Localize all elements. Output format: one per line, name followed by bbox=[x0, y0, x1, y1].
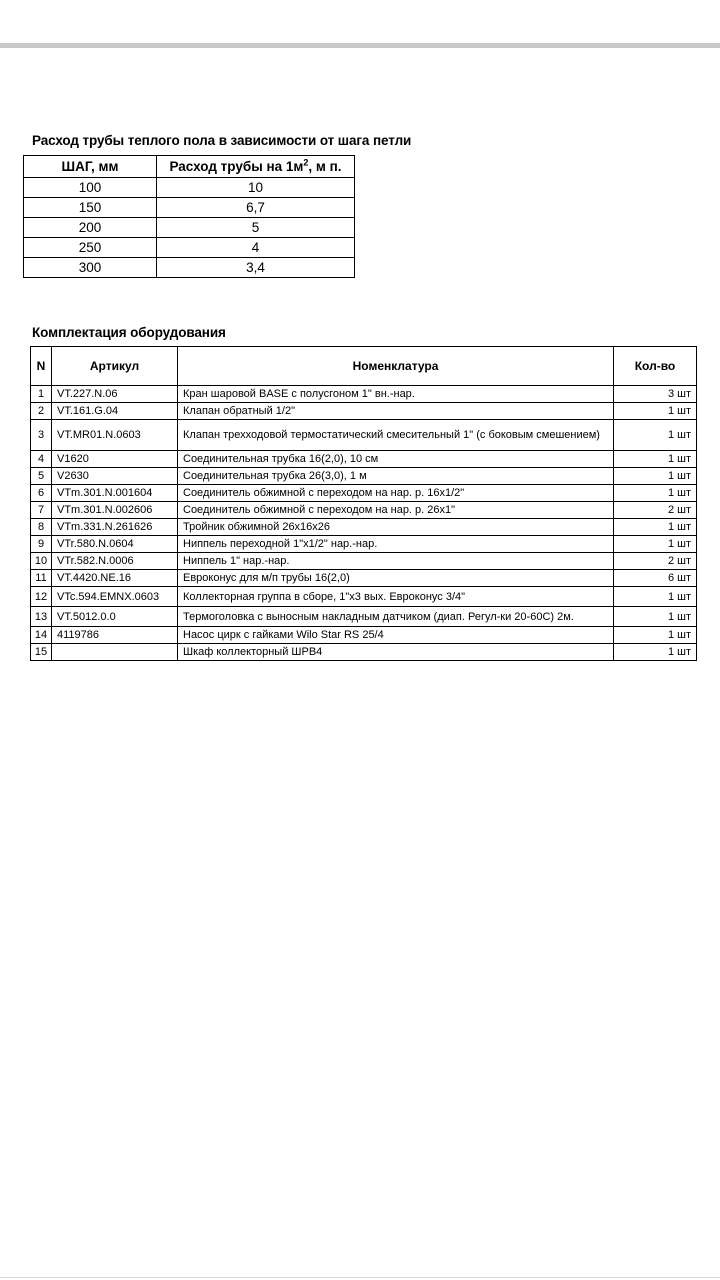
row-name: Коллекторная группа в сборе, 1"x3 вых. Евроконус 3/4" bbox=[178, 587, 614, 607]
step-cell: 100 bbox=[24, 178, 157, 198]
row-article: VTm.331.N.261626 bbox=[52, 519, 178, 536]
row-article: VT.227.N.06 bbox=[52, 386, 178, 403]
row-qty: 1 шт bbox=[614, 627, 697, 644]
row-article: VT.4420.NE.16 bbox=[52, 570, 178, 587]
table-row bbox=[24, 178, 355, 198]
table-row bbox=[31, 607, 697, 627]
table-row bbox=[31, 627, 697, 644]
table-row bbox=[31, 536, 697, 553]
row-number: 12 bbox=[31, 587, 52, 607]
row-qty: 6 шт bbox=[614, 570, 697, 587]
equipment-title: Комплектация оборудования bbox=[32, 325, 226, 340]
row-number: 2 bbox=[31, 403, 52, 420]
step-cell: 150 bbox=[24, 198, 157, 218]
step-cell: 200 bbox=[24, 218, 157, 238]
header-flow-sup: 2 bbox=[303, 157, 309, 168]
header-article: Артикул bbox=[52, 347, 178, 386]
pipe-table-title: Расход трубы теплого пола в зависимости от шага петли bbox=[32, 133, 412, 148]
row-qty: 1 шт bbox=[614, 403, 697, 420]
row-name: Ниппель 1" нар.-нар. bbox=[178, 553, 614, 570]
row-name: Термоголовка с выносным накладным датчиком (диап. Регул-ки 20-60С) 2м. bbox=[178, 607, 614, 627]
row-article bbox=[52, 644, 178, 661]
bottom-divider bbox=[0, 1277, 720, 1278]
table-row bbox=[24, 218, 355, 238]
row-qty: 1 шт bbox=[614, 607, 697, 627]
flow-cell: 5 bbox=[157, 218, 355, 238]
row-article: VTm.301.N.001604 bbox=[52, 485, 178, 502]
row-qty: 2 шт bbox=[614, 553, 697, 570]
row-article: VT.161.G.04 bbox=[52, 403, 178, 420]
header-flow-tail: , м п. bbox=[308, 159, 342, 174]
row-qty: 1 шт bbox=[614, 420, 697, 451]
header-flow-main: Расход трубы на 1м bbox=[169, 159, 304, 174]
row-article: VTm.301.N.002606 bbox=[52, 502, 178, 519]
table-row bbox=[31, 468, 697, 485]
row-name: Ниппель переходной 1"x1/2" нар.-нар. bbox=[178, 536, 614, 553]
header-name: Номенклатура bbox=[178, 347, 614, 386]
flow-cell: 3,4 bbox=[157, 258, 355, 278]
row-qty: 2 шт bbox=[614, 502, 697, 519]
row-name: Соединительная трубка 16(2,0), 10 см bbox=[178, 451, 614, 468]
row-name: Соединитель обжимной с переходом на нар. р. 26x1" bbox=[178, 502, 614, 519]
table-row bbox=[31, 420, 697, 451]
row-article: 4119786 bbox=[52, 627, 178, 644]
table-row bbox=[31, 485, 697, 502]
row-name: Тройник обжимной 26x16x26 bbox=[178, 519, 614, 536]
row-name: Соединитель обжимной с переходом на нар. р. 16x1/2" bbox=[178, 485, 614, 502]
table-row bbox=[31, 451, 697, 468]
row-number: 4 bbox=[31, 451, 52, 468]
row-qty: 3 шт bbox=[614, 386, 697, 403]
row-name: Евроконус для м/п трубы 16(2,0) bbox=[178, 570, 614, 587]
flow-cell: 10 bbox=[157, 178, 355, 198]
flow-cell: 6,7 bbox=[157, 198, 355, 218]
row-number: 5 bbox=[31, 468, 52, 485]
table-row bbox=[31, 553, 697, 570]
row-article: V1620 bbox=[52, 451, 178, 468]
row-qty: 1 шт bbox=[614, 644, 697, 661]
pipe-table-header-row bbox=[24, 156, 355, 178]
row-name: Насос цирк с гайками Wilo Star RS 25/4 bbox=[178, 627, 614, 644]
row-number: 14 bbox=[31, 627, 52, 644]
row-number: 13 bbox=[31, 607, 52, 627]
row-qty: 1 шт bbox=[614, 519, 697, 536]
row-qty: 1 шт bbox=[614, 587, 697, 607]
equipment-table bbox=[30, 346, 697, 661]
row-name: Шкаф коллекторный ШРВ4 bbox=[178, 644, 614, 661]
row-name: Соединительная трубка 26(3,0), 1 м bbox=[178, 468, 614, 485]
row-number: 6 bbox=[31, 485, 52, 502]
table-row bbox=[31, 519, 697, 536]
table-row bbox=[31, 502, 697, 519]
row-number: 7 bbox=[31, 502, 52, 519]
table-row bbox=[31, 570, 697, 587]
table-row bbox=[24, 258, 355, 278]
row-number: 3 bbox=[31, 420, 52, 451]
row-qty: 1 шт bbox=[614, 468, 697, 485]
row-qty: 1 шт bbox=[614, 451, 697, 468]
step-cell: 300 bbox=[24, 258, 157, 278]
row-number: 1 bbox=[31, 386, 52, 403]
flow-cell: 4 bbox=[157, 238, 355, 258]
row-qty: 1 шт bbox=[614, 485, 697, 502]
table-row bbox=[31, 644, 697, 661]
row-article: VTr.580.N.0604 bbox=[52, 536, 178, 553]
header-qty: Кол-во bbox=[614, 347, 697, 386]
table-row bbox=[31, 386, 697, 403]
table-row bbox=[24, 238, 355, 258]
table-row bbox=[31, 403, 697, 420]
top-scroll-bar bbox=[0, 43, 720, 48]
row-qty: 1 шт bbox=[614, 536, 697, 553]
row-number: 9 bbox=[31, 536, 52, 553]
table-row bbox=[31, 587, 697, 607]
row-number: 15 bbox=[31, 644, 52, 661]
row-name: Кран шаровой BASE с полусгоном 1" вн.-нар. bbox=[178, 386, 614, 403]
row-article: VTc.594.EMNX.0603 bbox=[52, 587, 178, 607]
equipment-header-row bbox=[31, 347, 697, 386]
step-cell: 250 bbox=[24, 238, 157, 258]
row-article: V2630 bbox=[52, 468, 178, 485]
row-number: 8 bbox=[31, 519, 52, 536]
row-name: Клапан обратный 1/2" bbox=[178, 403, 614, 420]
header-flow bbox=[157, 156, 355, 178]
table-row bbox=[24, 198, 355, 218]
row-name: Клапан трехходовой термостатический смесительный 1" (с боковым смешением) bbox=[178, 420, 614, 451]
row-article: VTr.582.N.0006 bbox=[52, 553, 178, 570]
pipe-consumption-table bbox=[23, 155, 355, 278]
row-number: 11 bbox=[31, 570, 52, 587]
row-article: VT.MR01.N.0603 bbox=[52, 420, 178, 451]
header-step: ШАГ, мм bbox=[24, 156, 157, 178]
header-n: N bbox=[31, 347, 52, 386]
row-article: VT.5012.0.0 bbox=[52, 607, 178, 627]
row-number: 10 bbox=[31, 553, 52, 570]
